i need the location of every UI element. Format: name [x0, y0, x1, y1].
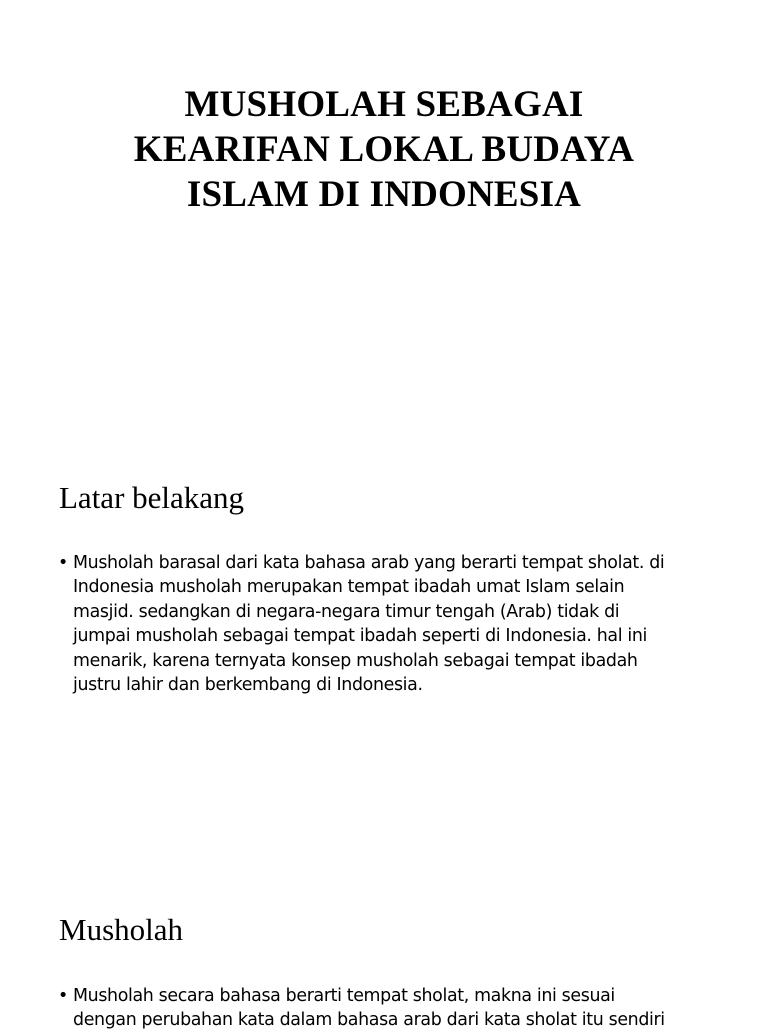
- bullet-point-musholah: [58, 984, 728, 1033]
- title-line: KEARIFAN LOKAL BUDAYA: [133, 129, 635, 170]
- text-line: Indonesia musholah merupakan tempat ibadah umat Islam selain: [73, 577, 625, 598]
- title-line: ISLAM DI INDONESIA: [186, 174, 582, 215]
- text-line: menarik, karena ternyata konsep musholah sebagai tempat ibadah: [73, 650, 638, 671]
- bullet-dot: •: [58, 553, 68, 573]
- section-heading-musholah: Musholah: [59, 912, 183, 947]
- bullet-dot: •: [58, 986, 68, 1006]
- bullet-point-latar-belakang: [58, 551, 728, 697]
- text-line: Musholah secara bahasa berarti tempat sholat, makna ini sesuai: [73, 986, 615, 1006]
- bullet-text: [73, 551, 728, 697]
- slide-title: [40, 82, 728, 217]
- text-line: justru lahir dan berkembang di Indonesia.: [73, 675, 423, 696]
- text-line: jumpai musholah sebagai tempat ibadah seperti di Indonesia. hal ini: [73, 626, 648, 647]
- title-line: MUSHOLAH SEBAGAI: [184, 84, 584, 125]
- bullet-text: [73, 984, 728, 1033]
- text-line: Musholah barasal dari kata bahasa arab yang berarti tempat sholat. di: [73, 553, 665, 573]
- text-line: dengan perubahan kata dalam bahasa arab dari kata sholat itu sendiri: [73, 1010, 665, 1031]
- section-heading-latar-belakang: Latar belakang: [59, 480, 245, 515]
- text-line: masjid. sedangkan di negara-negara timur tengah (Arab) tidak di: [73, 601, 620, 622]
